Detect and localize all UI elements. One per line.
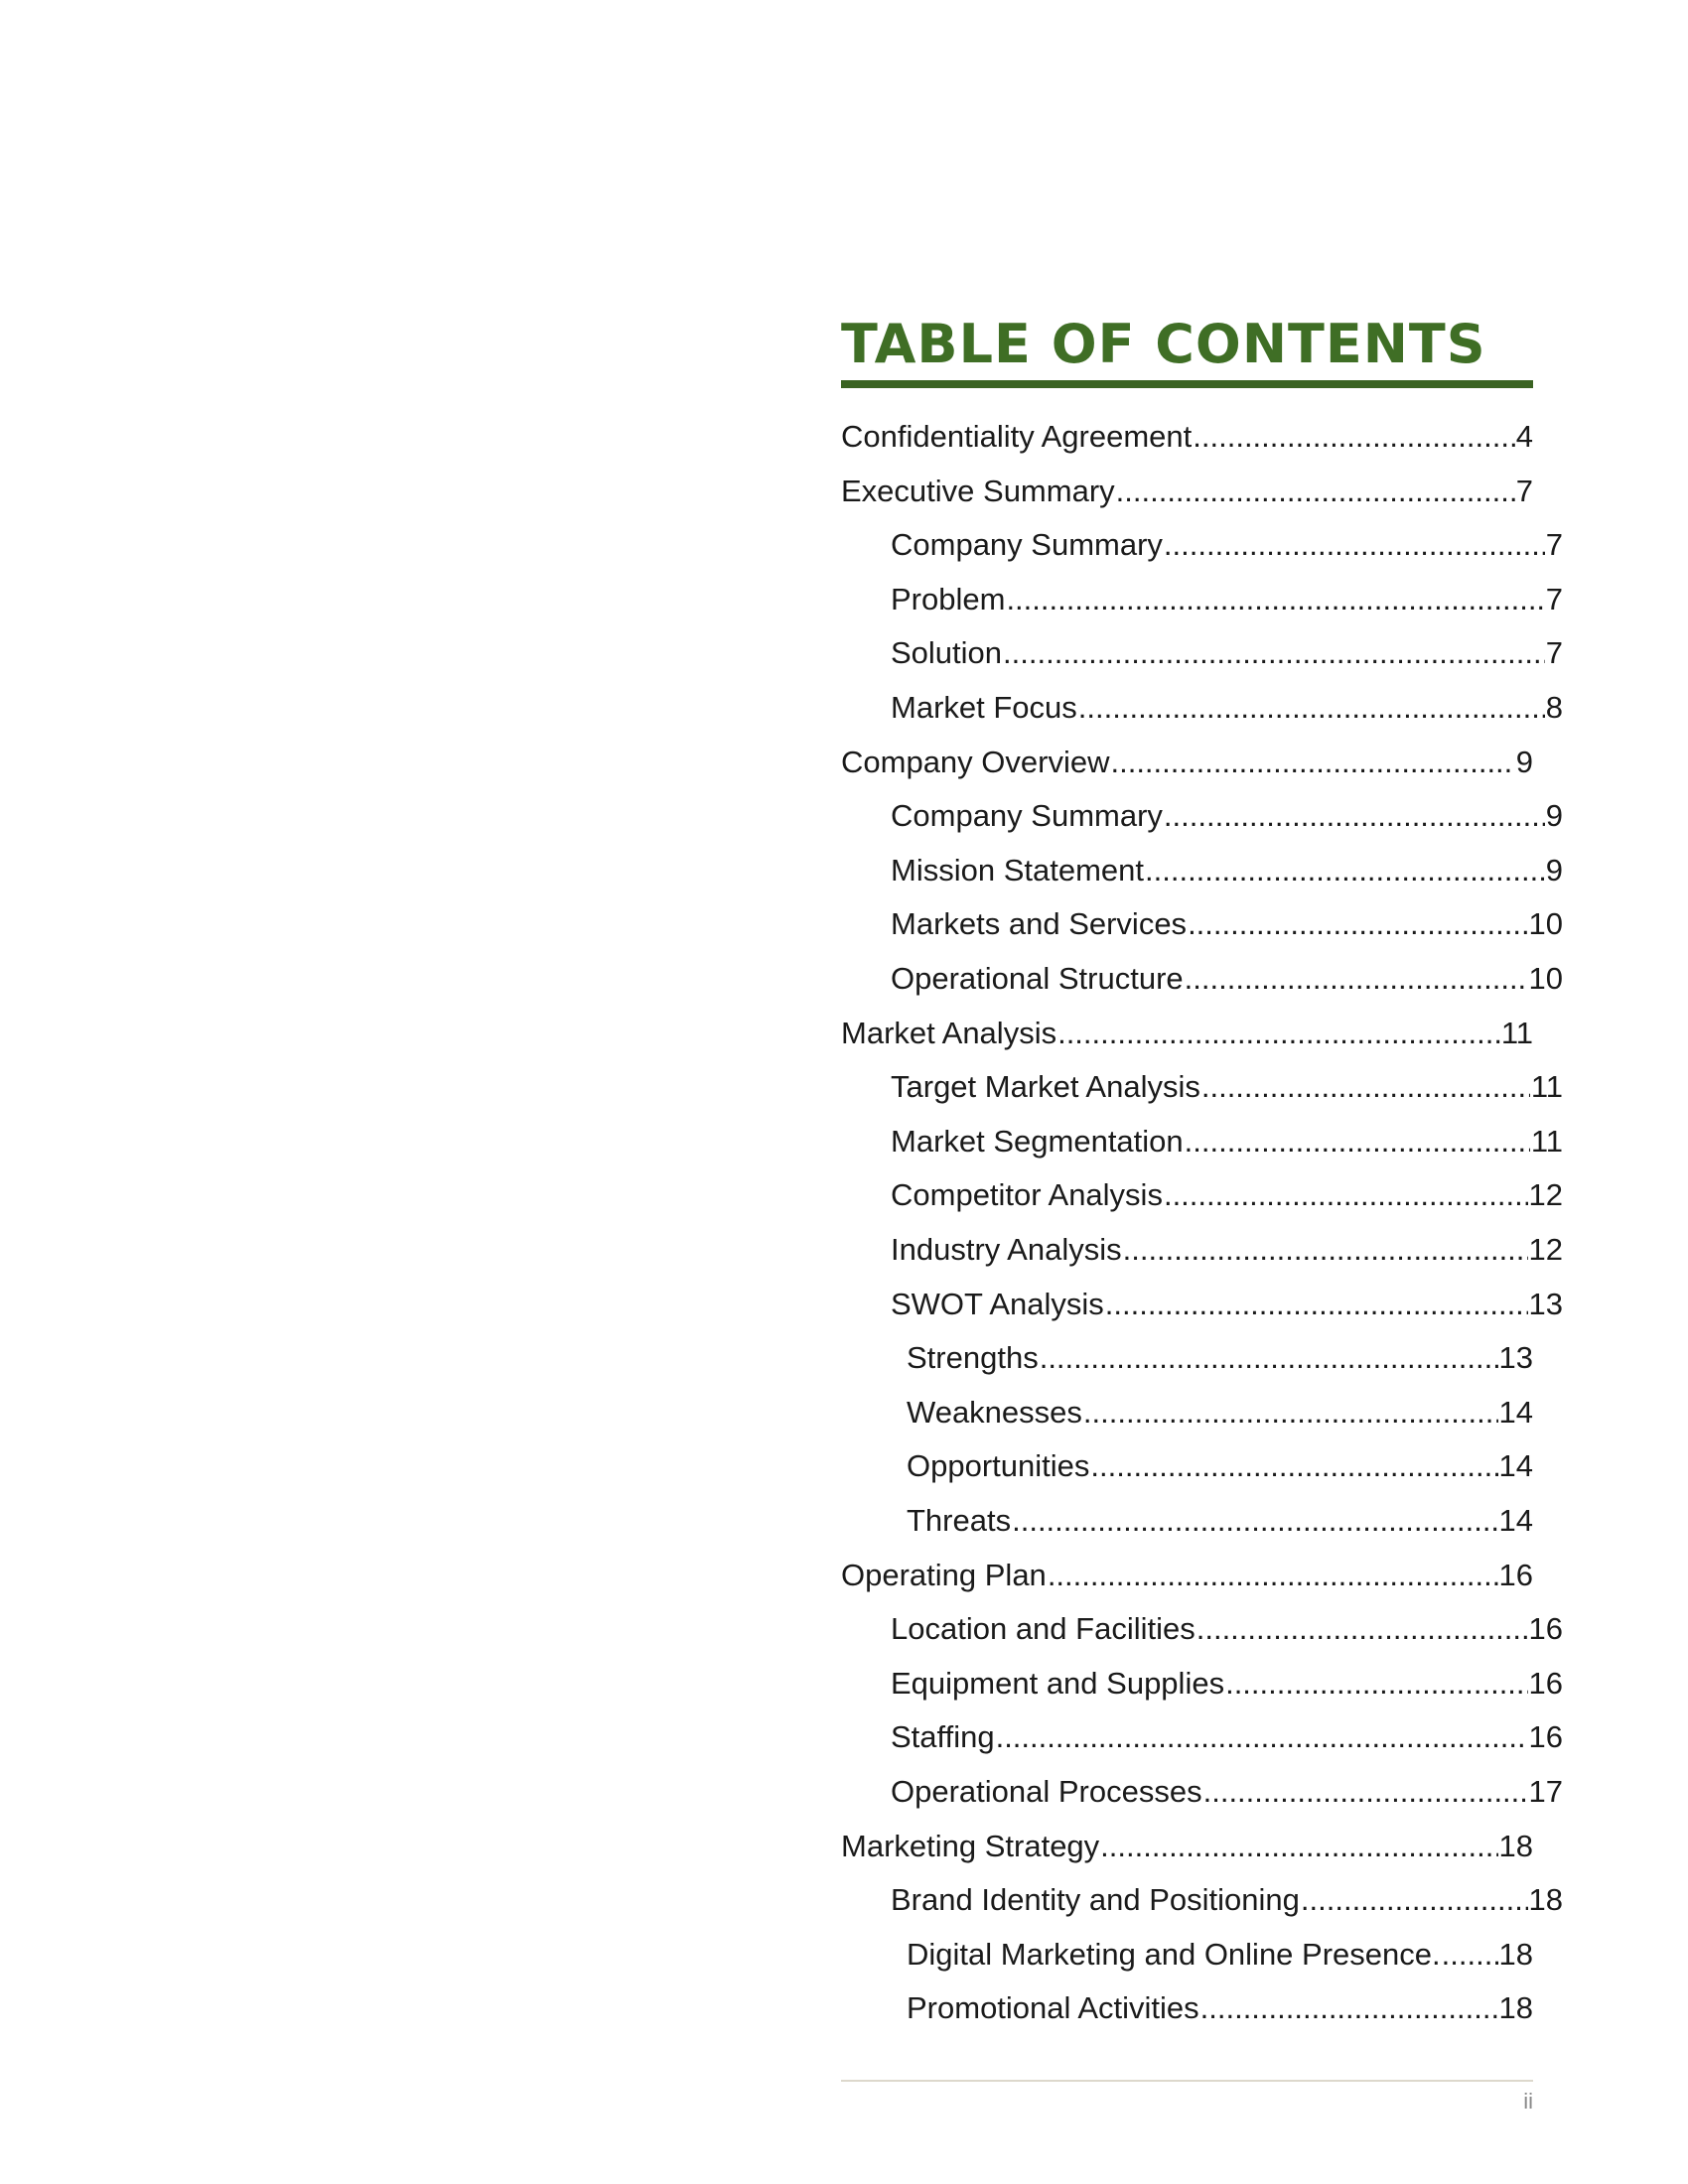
toc-entry[interactable] <box>907 1331 1533 1385</box>
dot-leader <box>1185 952 1528 1006</box>
toc-entry[interactable] <box>891 681 1563 735</box>
toc-entry-page: 14 <box>1498 1503 1533 1538</box>
toc-entry-page: 18 <box>1528 1882 1563 1918</box>
dot-leader <box>1145 844 1545 897</box>
toc-entry-label: Operational Processes <box>891 1774 1202 1809</box>
toc-entry-label: Digital Marketing and Online Presence. <box>907 1936 1441 1972</box>
toc-entry[interactable] <box>841 1549 1533 1602</box>
toc-entry-label: Industry Analysis <box>891 1232 1122 1267</box>
toc-entry[interactable] <box>891 952 1563 1006</box>
dot-leader <box>1201 1060 1530 1114</box>
dot-leader <box>1188 897 1527 951</box>
toc-entry[interactable] <box>907 1981 1533 2035</box>
dot-leader <box>1193 410 1514 464</box>
toc-entry-label: Strengths <box>907 1340 1039 1376</box>
toc-entry[interactable] <box>841 410 1533 464</box>
toc-entry-label: Competitor Analysis <box>891 1177 1163 1213</box>
toc-entry[interactable] <box>891 1602 1563 1656</box>
toc-entry-page: 16 <box>1528 1719 1563 1755</box>
toc-entry-page: 9 <box>1545 798 1563 834</box>
toc-entry[interactable] <box>891 1765 1563 1819</box>
toc-entry[interactable] <box>907 1928 1533 1981</box>
dot-leader <box>1105 1278 1528 1331</box>
toc-entry[interactable] <box>891 844 1563 897</box>
toc-entry[interactable] <box>907 1386 1533 1439</box>
dot-leader <box>1057 1007 1500 1060</box>
toc-entry-page: 14 <box>1498 1394 1533 1430</box>
page-title: TABLE OF CONTENTS <box>841 313 1486 375</box>
dot-leader <box>1185 1115 1530 1168</box>
toc-entry-label: Brand Identity and Positioning <box>891 1882 1300 1918</box>
toc-entry-label: Market Segmentation <box>891 1123 1184 1159</box>
toc-entry-page: 16 <box>1498 1557 1533 1592</box>
toc-entry-label: Marketing Strategy <box>841 1828 1100 1863</box>
toc-entry-page: 4 <box>1515 419 1533 454</box>
toc-entry-page: 10 <box>1528 961 1563 996</box>
toc-entry-label: SWOT Analysis <box>891 1286 1104 1321</box>
dot-leader <box>996 1710 1528 1764</box>
toc-entry[interactable] <box>841 1007 1533 1060</box>
dot-leader <box>1006 573 1544 626</box>
toc-entry-label: Promotional Activities <box>907 1990 1199 2026</box>
dot-leader <box>1012 1494 1497 1548</box>
dot-leader <box>1200 1981 1498 2035</box>
dot-leader <box>1225 1657 1527 1710</box>
toc-entry-label: Solution <box>891 635 1003 671</box>
toc-entry-page: 12 <box>1528 1177 1563 1213</box>
title-underline <box>841 380 1533 388</box>
toc-entry-label: Opportunities <box>907 1448 1090 1484</box>
toc-entry-page: 16 <box>1528 1665 1563 1701</box>
toc-entry[interactable] <box>891 1710 1563 1764</box>
dot-leader <box>1083 1386 1498 1439</box>
toc-entry[interactable] <box>891 1873 1563 1927</box>
toc-entry[interactable] <box>891 1223 1563 1277</box>
toc-entry-page: 7 <box>1545 527 1563 563</box>
toc-entry[interactable] <box>891 1278 1563 1331</box>
toc-entry-label: Market Analysis <box>841 1015 1057 1050</box>
toc-entry[interactable] <box>891 1060 1563 1114</box>
toc-entry[interactable] <box>841 1820 1533 1873</box>
toc-entry-page: 18 <box>1498 1990 1533 2026</box>
dot-leader <box>1078 681 1545 735</box>
toc-entry[interactable] <box>907 1439 1533 1493</box>
toc-entry-page: 14 <box>1498 1448 1533 1484</box>
toc-entry[interactable] <box>841 736 1533 789</box>
dot-leader <box>1442 1928 1498 1981</box>
dot-leader <box>1123 1223 1528 1277</box>
dot-leader <box>1203 1765 1528 1819</box>
dot-leader <box>1116 465 1515 518</box>
toc-entry-label: Markets and Services <box>891 906 1188 942</box>
toc-entry-label: Operating Plan <box>841 1557 1047 1592</box>
dot-leader <box>1196 1602 1528 1656</box>
toc-entry-page: 17 <box>1528 1774 1563 1809</box>
toc-entry-label: Staffing <box>891 1719 995 1755</box>
toc-entry-page: 7 <box>1515 473 1533 508</box>
toc-entry[interactable] <box>891 897 1563 951</box>
toc-entry-label: Company Summary <box>891 527 1163 563</box>
dot-leader <box>1301 1873 1528 1927</box>
toc-entry[interactable] <box>891 1115 1563 1168</box>
toc-entry[interactable] <box>841 465 1533 518</box>
toc-entry-label: Weaknesses <box>907 1394 1082 1430</box>
toc-entry-label: Executive Summary <box>841 473 1115 508</box>
toc-entry-label: Confidentiality Agreement <box>841 419 1193 454</box>
toc-entry-page: 13 <box>1528 1286 1563 1321</box>
dot-leader <box>1090 1439 1497 1493</box>
toc-entry[interactable] <box>891 1657 1563 1710</box>
toc-entry-label: Target Market Analysis <box>891 1069 1200 1105</box>
dot-leader <box>1110 736 1514 789</box>
dot-leader <box>1040 1331 1498 1385</box>
toc-entry-page: 11 <box>1530 1069 1563 1105</box>
page-number: ii <box>1523 2089 1533 2114</box>
toc-entry-label: Mission Statement <box>891 852 1144 887</box>
dot-leader <box>1164 1168 1528 1222</box>
dot-leader <box>1100 1820 1497 1873</box>
toc-entry[interactable] <box>891 573 1563 626</box>
toc-entry-page: 16 <box>1528 1611 1563 1647</box>
toc-entry-label: Equipment and Supplies <box>891 1665 1225 1701</box>
footer-divider <box>841 2080 1533 2082</box>
toc-entry-page: 12 <box>1528 1232 1563 1267</box>
toc-entry-label: Location and Facilities <box>891 1611 1196 1647</box>
toc-entry-page: 13 <box>1498 1340 1533 1376</box>
toc-entry-page: 18 <box>1498 1828 1533 1863</box>
toc-entry-label: Company Summary <box>891 798 1163 834</box>
toc-entry-page: 7 <box>1545 635 1563 671</box>
toc-entry-page: 7 <box>1545 581 1563 616</box>
toc-entry[interactable] <box>891 789 1563 843</box>
toc-entry[interactable] <box>891 518 1563 572</box>
dot-leader <box>1003 626 1545 680</box>
dot-leader <box>1164 789 1545 843</box>
toc-entry[interactable] <box>891 1168 1563 1222</box>
toc-entry-page: 18 <box>1498 1936 1533 1972</box>
toc-entry-page: 11 <box>1530 1123 1563 1159</box>
dot-leader <box>1048 1549 1498 1602</box>
dot-leader <box>1164 518 1545 572</box>
toc-entry-page: 8 <box>1545 690 1563 725</box>
toc-entry-label: Problem <box>891 581 1006 616</box>
toc-entry-label: Company Overview <box>841 744 1110 779</box>
toc-entry-page: 9 <box>1515 744 1533 779</box>
toc-entry-page: 10 <box>1528 906 1563 942</box>
toc-entry-label: Market Focus <box>891 690 1077 725</box>
toc-entry-page: 11 <box>1500 1015 1533 1050</box>
toc-entry-page: 9 <box>1545 852 1563 887</box>
toc-entry[interactable] <box>907 1494 1533 1548</box>
toc-entry-label: Operational Structure <box>891 961 1184 996</box>
toc-entry-label: Threats <box>907 1503 1012 1538</box>
toc-entry[interactable] <box>891 626 1563 680</box>
